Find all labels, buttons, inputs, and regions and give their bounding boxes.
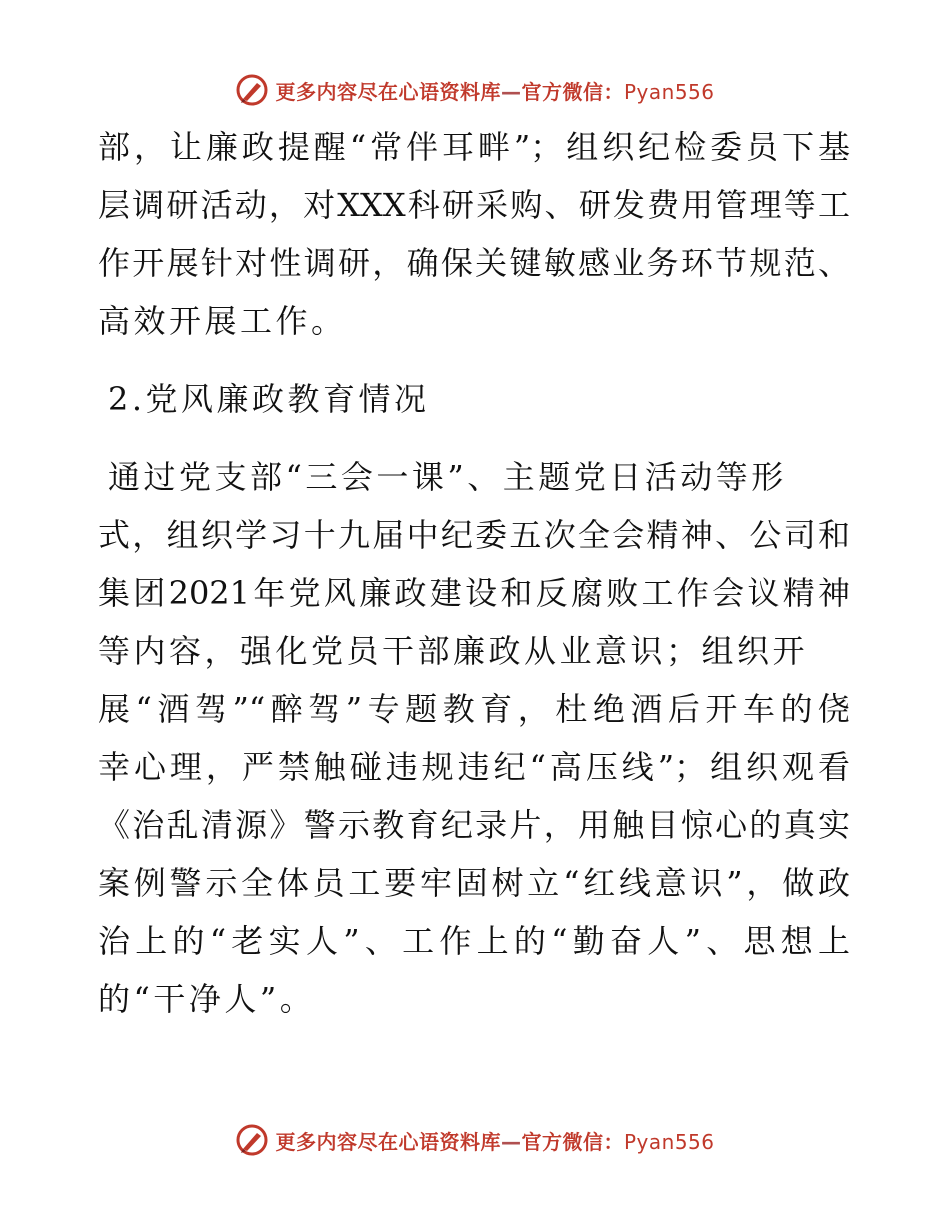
watermark-text-cn: 更多内容尽在心语资料库: [275, 79, 501, 104]
pen-logo-icon: [235, 73, 269, 107]
watermark-wechat-id: Pyan556: [623, 1129, 715, 1154]
watermark-wechat-id: Pyan556: [623, 79, 715, 104]
paragraph-line: 式，组织学习十九届中纪委五次全会精神、公司和: [98, 516, 850, 554]
footer-watermark: [0, 1120, 950, 1160]
paragraph-line: 的“干净人”。: [98, 980, 316, 1018]
watermark-text-tail: 官方微信：: [521, 1129, 624, 1154]
document-body: [98, 118, 850, 1028]
paragraph-line: 案例警示全体员工要牢固树立“红线意识”，做政: [98, 864, 850, 902]
spacer: [98, 350, 850, 370]
paragraph-line: 部，让廉政提醒“常伴耳畔”；组织纪检委员下基: [98, 128, 850, 166]
paragraph-line: 展“酒驾”“醉驾”专题教育，杜绝酒后开车的侥: [98, 690, 850, 728]
spacer: [98, 428, 850, 448]
paragraph-line: 治上的“老实人”、工作上的“勤奋人”、思想上: [98, 922, 850, 960]
watermark-text: [275, 1126, 714, 1155]
watermark-text: [275, 76, 714, 105]
paragraph-line: 作开展针对性调研，确保关键敏感业务环节规范、: [98, 244, 850, 282]
pen-logo-icon: [235, 1123, 269, 1157]
header-watermark: [0, 70, 950, 110]
paragraph-line: 等内容，强化党员干部廉政从业意识；组织开: [98, 632, 809, 670]
paragraph-line: 幸心理，严禁触碰违规违纪“高压线”；组织观看: [98, 748, 850, 786]
paragraph-line: 高效开展工作。: [98, 302, 347, 340]
section-heading: 2.党风廉政教育情况: [108, 380, 430, 418]
watermark-text-tail: 官方微信：: [521, 79, 624, 104]
watermark-dash: —: [500, 79, 522, 104]
paragraph-line: 集团2021年党风廉政建设和反腐败工作会议精神: [98, 574, 850, 612]
paragraph-line: 《治乱清源》警示教育纪录片，用触目惊心的真实: [98, 806, 850, 844]
watermark-dash: —: [500, 1129, 522, 1154]
paragraph-line: 层调研活动，对XXX科研采购、研发费用管理等工: [98, 186, 850, 224]
paragraph-line: 通过党支部“三会一课”、主题党日活动等形: [108, 458, 787, 496]
watermark-text-cn: 更多内容尽在心语资料库: [275, 1129, 501, 1154]
